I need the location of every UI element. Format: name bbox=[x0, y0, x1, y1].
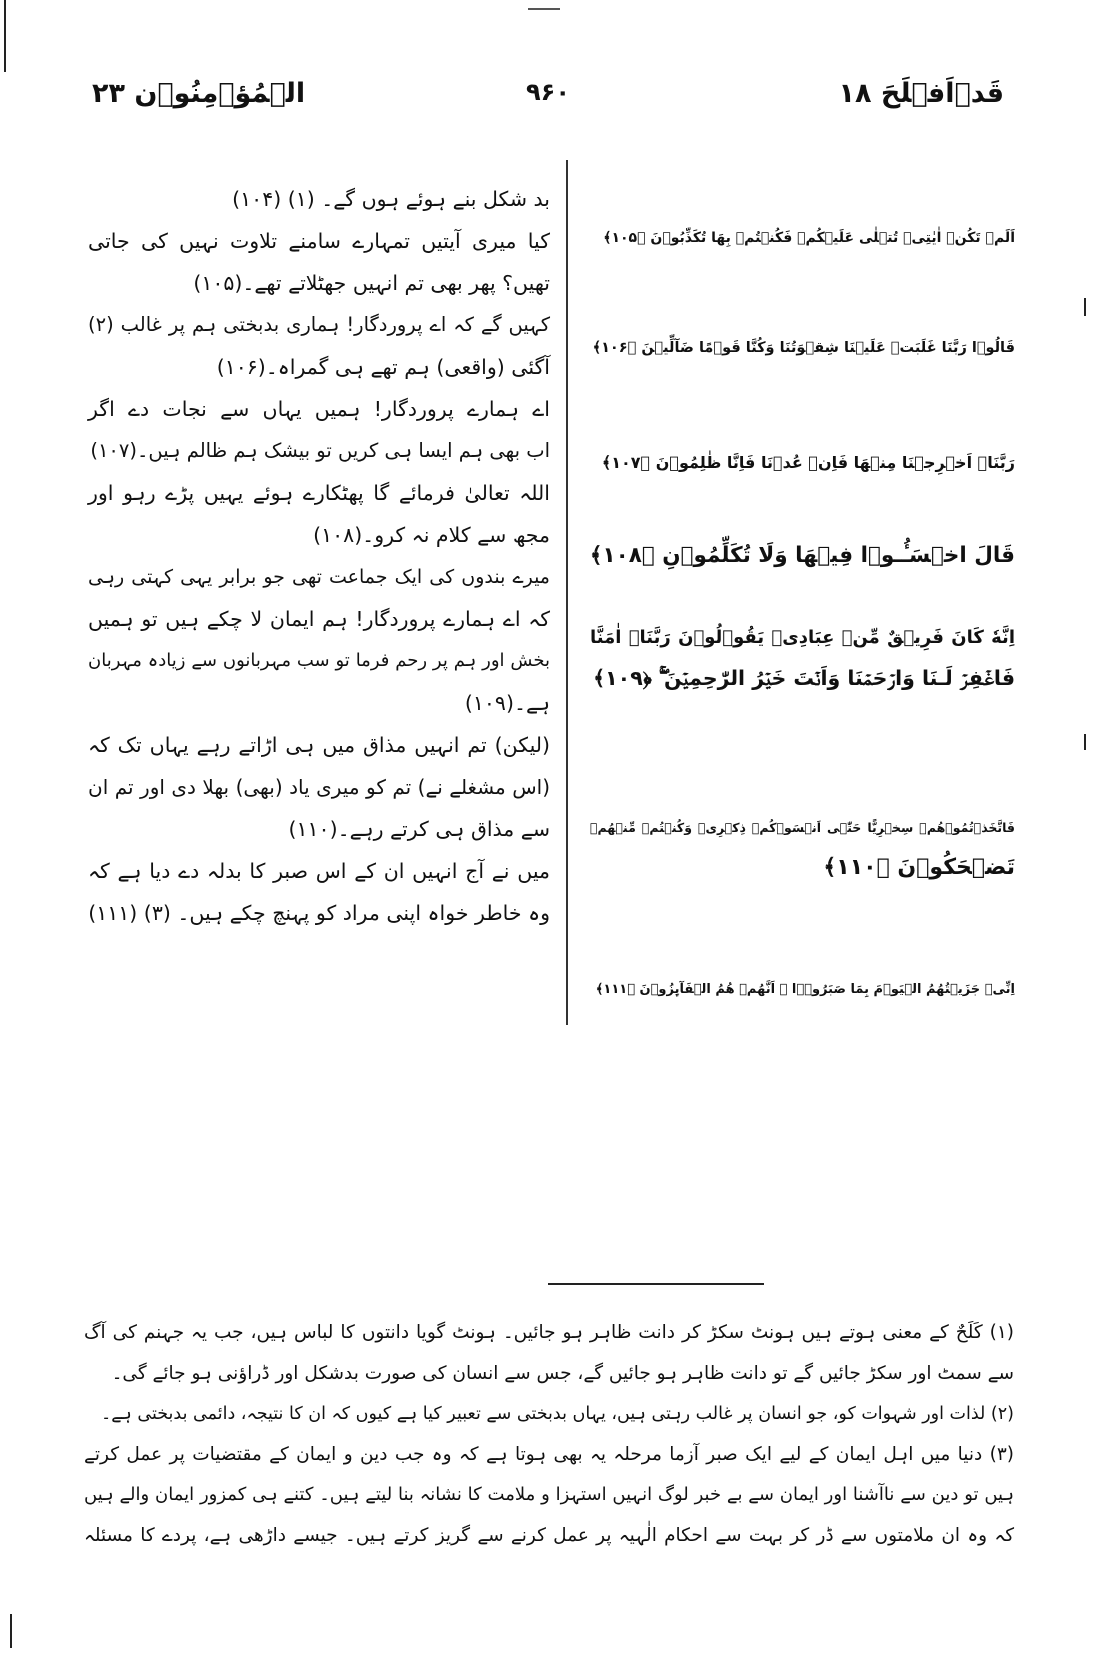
verse-105 bbox=[590, 218, 1015, 258]
translation-line: کیا میری آیتیں تمہارے سامنے تلاوت نہیں کی جاتی bbox=[88, 229, 550, 253]
verse-line: رَبَّنَاۤ اَخۡرِجۡنَا مِنۡهَا فَاِنۡ عُدۡنَا فَاِنَّا ظٰلِمُوۡنَ ﴿۱۰۷﴾ bbox=[601, 453, 1015, 472]
right-margin-mark bbox=[1084, 298, 1086, 316]
translation-line: ہے۔(۱۰۹) bbox=[464, 691, 550, 715]
translation-line: وہ خاطر خواہ اپنی مراد کو پہنچ چکے ہیں۔ (۳) (۱۱۱) bbox=[88, 901, 550, 925]
translation-line: (اس مشغلے نے) تم کو میری یاد (بھی) بھلا دی اور تم ان bbox=[88, 775, 550, 799]
verse-111 bbox=[590, 970, 1015, 1010]
translation-line: کہیں گے کہ اے پروردگار! ہماری بدبختی ہم پر غالب (۲) bbox=[88, 313, 550, 336]
translation-line: (لیکن) تم انہیں مذاق میں ہی اڑاتے رہے یہاں تک کہ bbox=[88, 733, 550, 757]
left-margin-mark bbox=[4, 0, 6, 72]
footnote-line: (۲) لذات اور شہوات کو، جو انسان پر غالب رہتی ہیں، یہاں بدبختی سے تعبیر کیا ہے کیوں کہ ان کا نتیجہ، دائمی بدبختی ہے۔ bbox=[101, 1404, 1014, 1424]
footnote-line: سے سمٹ اور سکڑ جائیں گے تو دانت ظاہر ہو جائیں گے، جس سے انسان کی صورت بدشکل اور ڈراؤنی ہو جائے گی۔ bbox=[111, 1362, 1014, 1384]
verse-107 bbox=[590, 443, 1015, 483]
verse-line: اِنَّهٗ كَانَ فَرِيۡقٌ مِّنۡ عِبَادِىۡ يَقُوۡلُوۡنَ رَبَّنَاۤ اٰمَنَّا bbox=[590, 627, 1015, 648]
translation-line: اے ہمارے پروردگار! ہمیں یہاں سے نجات دے اگر bbox=[88, 397, 550, 421]
verse-108 bbox=[590, 536, 1015, 576]
verse-line: اَلَمۡ تَكُنۡ اٰيٰتِىۡ تُتۡلٰى عَلَيۡكُمۡ فَكُنۡتُمۡ بِهَا تُكَذِّبُوۡنَ ﴿۱۰۵﴾ bbox=[603, 230, 1015, 246]
verse-109 bbox=[590, 618, 1015, 698]
page-number: ۹۶۰ bbox=[526, 78, 570, 106]
translation-line: سے مذاق ہی کرتے رہے۔(۱۱۰) bbox=[288, 817, 550, 841]
footnote-line: کہ وہ ان ملامتوں سے ڈر کر بہت سے احکام الٰہیہ پر عمل کرنے سے گریز کرتے ہیں۔ جیسے داڑھی ہے، پردے کا مسئلہ bbox=[84, 1524, 1014, 1546]
surah-title: الۡمُؤۡمِنُوۡن ۲۳ bbox=[92, 78, 306, 109]
translation-line: اللہ تعالیٰ فرمائے گا پھٹکارے ہوئے یہیں پڑے رہو اور bbox=[88, 481, 550, 505]
verse-line: فَاغۡفِرۡ لَـنَا وَارۡحَمۡنَا وَاَنۡتَ خَيۡرُ الرّٰحِمِيۡنَ ۚۖ ﴿۱۰۹﴾ bbox=[593, 666, 1015, 690]
translation-line: تھیں؟ پھر بھی تم انہیں جھٹلاتے تھے۔(۱۰۵) bbox=[193, 271, 550, 295]
footnote-line: (۱) کَلَحٌ کے معنی ہوتے ہیں ہونٹ سکڑ کر دانت ظاہر ہو جائیں۔ ہونٹ گویا دانتوں کا لباس ہیں، جب یہ جہنم کی آگ bbox=[84, 1322, 1014, 1343]
verse-106 bbox=[590, 328, 1015, 368]
verse-line: قَالَ اخۡسَـُٔـوۡا فِيۡهَا وَلَا تُكَلِّمُوۡنِ ﴿۱۰۸﴾ bbox=[589, 543, 1015, 568]
translation-line: مجھ سے کلام نہ کرو۔(۱۰۸) bbox=[313, 523, 550, 547]
translation-line: بخش اور ہم پر رحم فرما تو سب مہربانوں سے زیادہ مہربان bbox=[88, 650, 550, 671]
translation-line: آگئی (واقعی) ہم تھے ہی گمراہ۔(۱۰۶) bbox=[216, 355, 550, 379]
verse-line: اِنِّىۡ جَزَيۡتُهُمُ الۡيَوۡمَ بِمَا صَبَرُوۡۤا ۙ اَنَّهُمۡ هُمُ الۡفَآٮِٕزُوۡنَ ﴿۱۱۱﴾ bbox=[595, 982, 1015, 997]
verse-line: قَالُوۡا رَبَّنَا غَلَبَتۡ عَلَيۡنَا شِقۡوَتُنَا وَكُنَّا قَوۡمًا ضَآلِّيۡنَ ﴿۱۰۶﴾ bbox=[592, 340, 1015, 356]
juz-title: قَدۡاَفۡلَحَ ۱۸ bbox=[838, 78, 1004, 109]
right-margin-mark-2 bbox=[1084, 734, 1086, 750]
footnote-line: (۳) دنیا میں اہل ایمان کے لیے ایک صبر آزما مرحلہ یہ بھی ہوتا ہے کہ وہ جب دین و ایمان کے مقتضیات پر عمل کرتے bbox=[84, 1443, 1014, 1465]
translation-line: کہ اے ہمارے پروردگار! ہم ایمان لا چکے ہیں تو ہمیں bbox=[88, 607, 550, 631]
footnotes bbox=[84, 1313, 1014, 1556]
verse-line: فَاتَّخَذۡتُمُوۡهُمۡ سِخۡرِيًّا حَتّٰۤى اَنۡسَوۡكُمۡ ذِكۡرِىۡ وَكُنۡتُمۡ مِّنۡهُمۡ bbox=[590, 820, 1015, 835]
column-divider bbox=[566, 160, 568, 1025]
footnote-separator bbox=[548, 1283, 764, 1285]
bottom-margin-mark bbox=[10, 1614, 12, 1648]
translation-line: میں نے آج انہیں ان کے اس صبر کا بدلہ دے دیا ہے کہ bbox=[88, 859, 550, 883]
verse-line: تَضۡحَكُوۡنَ ﴿۱۱۰﴾ bbox=[823, 855, 1015, 880]
translation-line: میرے بندوں کی ایک جماعت تھی جو برابر یہی کہتی رہی bbox=[88, 566, 550, 588]
top-rule bbox=[528, 8, 560, 10]
translation-line: بد شکل بنے ہوئے ہوں گے۔ (۱) (۱۰۴) bbox=[232, 187, 550, 211]
translation-line: اب بھی ہم ایسا ہی کریں تو بیشک ہم ظالم ہیں۔(۱۰۷) bbox=[90, 439, 550, 462]
translation-column bbox=[88, 178, 550, 934]
verse-110 bbox=[590, 808, 1015, 888]
footnote-line: ہیں تو دین سے ناآشنا اور ایمان سے بے خبر لوگ انہیں استہزا و ملامت کا نشانہ بنا لیتے ہیں۔ کتنے ہی کمزور ایمان والے ہیں bbox=[84, 1484, 1014, 1505]
